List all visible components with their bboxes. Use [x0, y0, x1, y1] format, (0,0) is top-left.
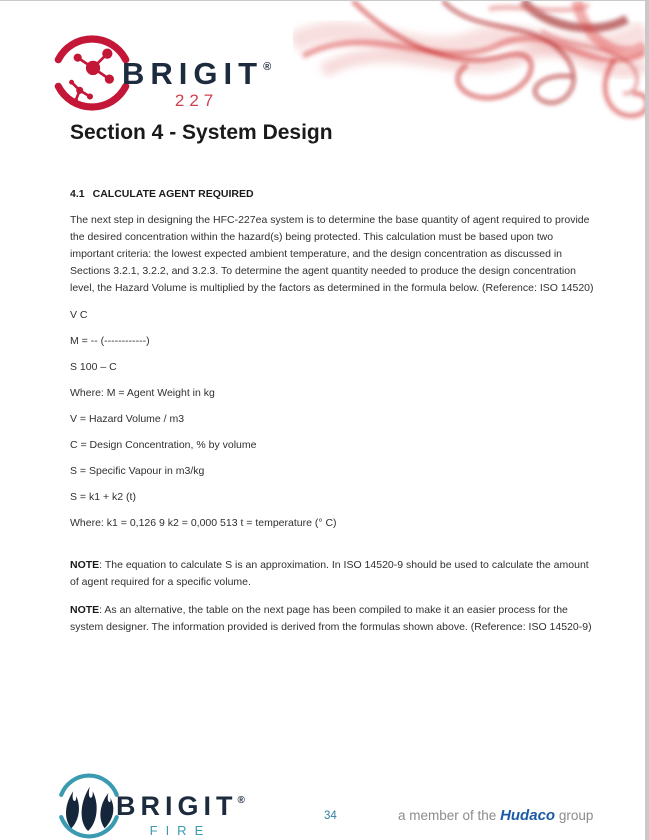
member-of-hudaco-line: [398, 807, 593, 824]
formula-line: M = -- (------------): [70, 335, 150, 347]
brand-name: BRIGIT®: [122, 56, 272, 91]
formula-line: C = Design Concentration, % by volume: [70, 439, 257, 451]
flame-circle-icon: [52, 771, 126, 840]
note-text: : As an alternative, the table on the next page has been compiled to make it an easier process for the system designer. The information provided is derived from the formulas shown above. (Reference: ISO 14520-9): [70, 604, 592, 633]
document-content: [70, 119, 594, 647]
formula-line: Where: M = Agent Weight in kg: [70, 387, 215, 399]
subsection-title: CALCULATE AGENT REQUIRED: [92, 188, 254, 200]
section-title: Section 4 - System Design: [70, 121, 333, 144]
brand-variant-fire: FIRE: [149, 823, 212, 838]
note-label: NOTE: [70, 559, 100, 571]
note-label: NOTE: [70, 604, 100, 616]
formula-line: V C: [70, 309, 88, 321]
registered-mark: ®: [237, 795, 245, 806]
formula-line: V = Hazard Volume / m3: [70, 413, 185, 425]
page-number: 34: [324, 810, 337, 822]
intro-paragraph: The next step in designing the HFC-227ea system is to determine the base quantity of agent required to provide the desired concentration within the hazard(s) being protected. This calculation must be based upon two important criteria: the lowest expected ambient temperature, and the design concentration as discussed in Sections 3.2.1, 3.2.2, and 3.2.3. To determine the agent quantity needed to produce the design concentration level, the Hazard Volume is multiplied by the factors as determined in the formula below. (Reference: ISO 14520): [70, 214, 594, 294]
member-prefix: a member of the: [398, 808, 501, 823]
formula-line: S 100 – C: [70, 361, 117, 373]
note-text: : The equation to calculate S is an approximation. In ISO 14520-9 should be used to calculate the amount of agent required for a specific volume.: [70, 559, 589, 588]
formula-line: S = Specific Vapour in m3/kg: [70, 465, 205, 477]
notes-block: [70, 557, 594, 636]
member-suffix: group: [555, 808, 594, 823]
formula-line: Where: k1 = 0,126 9 k2 = 0,000 513 t = temperature (° C): [70, 517, 337, 529]
footer-brand-wordmark: [116, 787, 245, 838]
header-brand-wordmark: [122, 51, 271, 111]
note-paragraph: [70, 557, 594, 591]
registered-mark: ®: [263, 61, 272, 73]
hudaco-brand: Hudaco: [500, 807, 556, 824]
subsection-heading: [70, 188, 594, 200]
brand-variant-227: 227: [174, 91, 219, 110]
footer-brand-name: BRIGIT®: [116, 791, 245, 821]
formula-line: S = k1 + k2 (t): [70, 491, 136, 503]
note-paragraph: [70, 602, 594, 636]
red-smoke-graphic: [293, 1, 645, 131]
subsection-number: 4.1: [70, 188, 85, 200]
